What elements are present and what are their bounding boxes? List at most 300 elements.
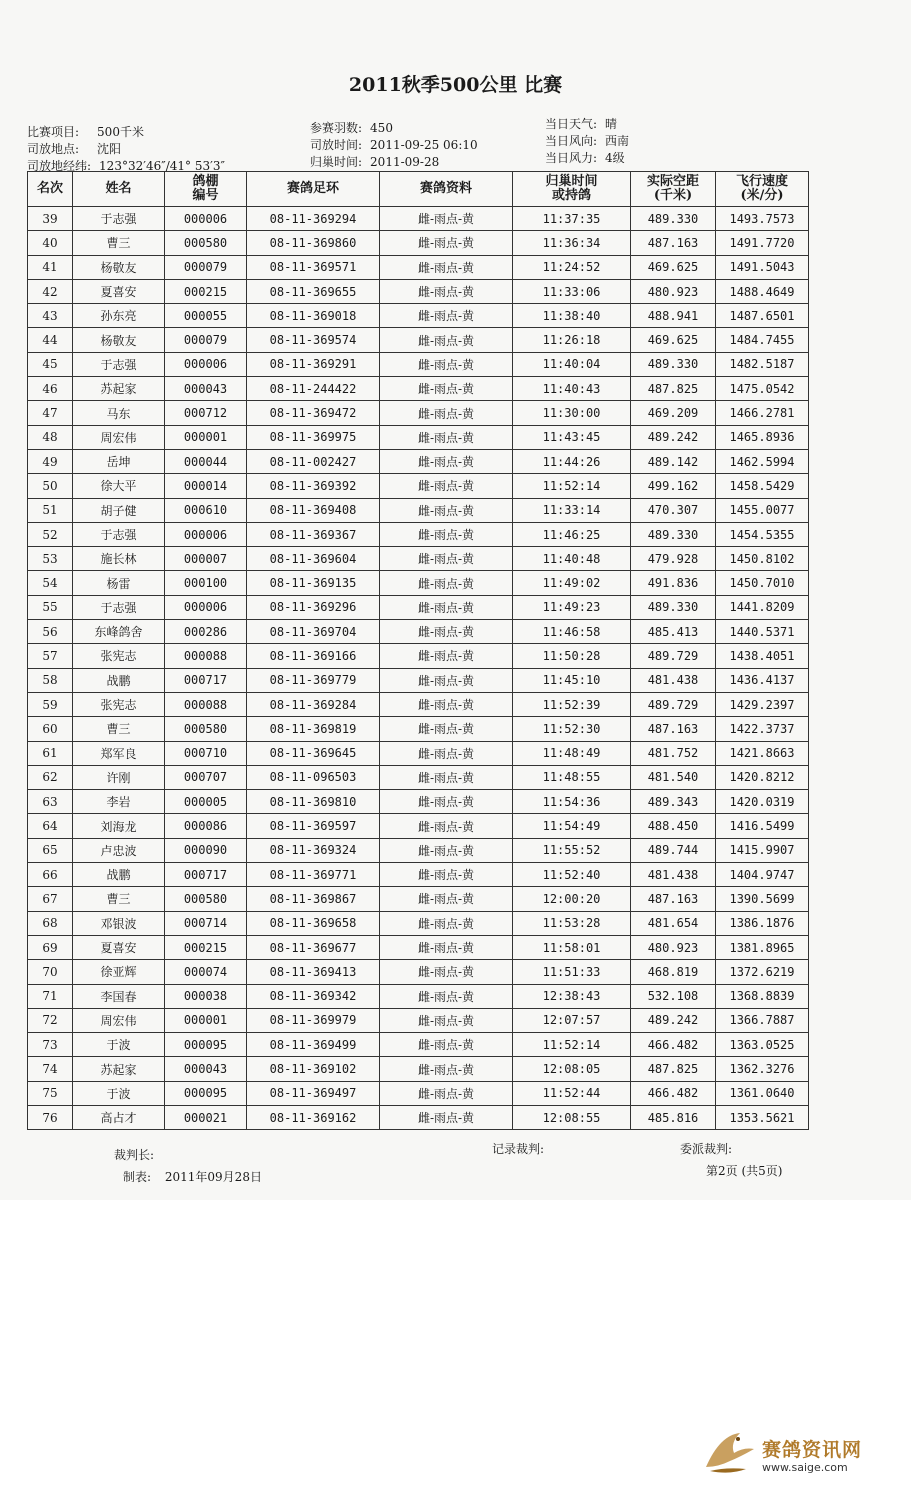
cell-pigeon-info: 雌-雨点-黄 (380, 595, 513, 619)
cell-loft-no: 000707 (165, 765, 247, 789)
cell-return-time: 11:45:10 (513, 668, 631, 692)
cell-loft-no: 000090 (165, 838, 247, 862)
table-row (28, 620, 809, 644)
cell-name: 东峰鸽舍 (73, 620, 165, 644)
col-header-name: 姓名 (73, 172, 165, 207)
info-value: 4级 (605, 151, 625, 165)
cell-rank: 72 (28, 1008, 73, 1032)
cell-return-time: 11:49:02 (513, 571, 631, 595)
cell-loft-no: 000005 (165, 790, 247, 814)
table-row (28, 1105, 809, 1129)
cell-ring: 08-11-369408 (247, 498, 380, 522)
cell-distance: 480.923 (631, 279, 716, 303)
cell-distance: 489.343 (631, 790, 716, 814)
cell-name: 周宏伟 (73, 1008, 165, 1032)
cell-rank: 45 (28, 352, 73, 376)
cell-speed: 1361.0640 (716, 1081, 809, 1105)
cell-ring: 08-11-369324 (247, 838, 380, 862)
cell-pigeon-info: 雌-雨点-黄 (380, 692, 513, 716)
cell-loft-no: 000580 (165, 231, 247, 255)
info-block-mid (310, 120, 478, 171)
info-value: 晴 (605, 117, 618, 131)
cell-rank: 53 (28, 547, 73, 571)
cell-name: 胡子健 (73, 498, 165, 522)
cell-rank: 57 (28, 644, 73, 668)
made-by-line (123, 1168, 262, 1185)
cell-speed: 1366.7887 (716, 1008, 809, 1032)
info-label: 归巢时间: (310, 155, 363, 169)
cell-distance: 487.163 (631, 887, 716, 911)
info-block-left (27, 124, 225, 175)
cell-name: 苏起家 (73, 377, 165, 401)
cell-return-time: 11:26:18 (513, 328, 631, 352)
cell-loft-no: 000006 (165, 352, 247, 376)
cell-return-time: 11:54:36 (513, 790, 631, 814)
cell-distance: 487.825 (631, 377, 716, 401)
col-header-speed: 飞行速度 (米/分) (716, 172, 809, 207)
cell-ring: 08-11-369499 (247, 1033, 380, 1057)
cell-return-time: 11:52:40 (513, 863, 631, 887)
cell-speed: 1438.4051 (716, 644, 809, 668)
cell-distance: 485.413 (631, 620, 716, 644)
cell-return-time: 11:38:40 (513, 304, 631, 328)
table-row (28, 790, 809, 814)
appointed-judge-label: 委派裁判: (680, 1142, 733, 1156)
cell-ring: 08-11-369296 (247, 595, 380, 619)
cell-speed: 1482.5187 (716, 352, 809, 376)
table-row (28, 449, 809, 473)
cell-speed: 1488.4649 (716, 279, 809, 303)
cell-speed: 1368.8839 (716, 984, 809, 1008)
cell-return-time: 11:40:04 (513, 352, 631, 376)
table-header-row (28, 172, 809, 207)
table-row (28, 328, 809, 352)
cell-return-time: 11:48:49 (513, 741, 631, 765)
cell-distance: 469.209 (631, 401, 716, 425)
cell-distance: 481.752 (631, 741, 716, 765)
cell-loft-no: 000088 (165, 644, 247, 668)
info-entries (310, 120, 478, 137)
cell-loft-no: 000286 (165, 620, 247, 644)
cell-distance: 487.163 (631, 231, 716, 255)
cell-distance: 489.242 (631, 1008, 716, 1032)
page-title: 2011秋季500公里 比赛 (348, 74, 563, 96)
info-label: 当日天气: (545, 117, 598, 131)
cell-name: 刘海龙 (73, 814, 165, 838)
cell-name: 高占才 (73, 1105, 165, 1129)
info-release-place (27, 141, 225, 158)
table-row (28, 1057, 809, 1081)
cell-name: 曹三 (73, 717, 165, 741)
cell-loft-no: 000006 (165, 207, 247, 231)
cell-distance: 489.242 (631, 425, 716, 449)
info-wind-direction (545, 133, 629, 150)
cell-distance: 489.330 (631, 595, 716, 619)
cell-return-time: 11:52:39 (513, 692, 631, 716)
cell-pigeon-info: 雌-雨点-黄 (380, 984, 513, 1008)
cell-name: 李国春 (73, 984, 165, 1008)
cell-speed: 1404.9747 (716, 863, 809, 887)
cell-rank: 40 (28, 231, 73, 255)
cell-rank: 50 (28, 474, 73, 498)
cell-speed: 1475.0542 (716, 377, 809, 401)
table-row (28, 668, 809, 692)
cell-distance: 487.825 (631, 1057, 716, 1081)
cell-loft-no: 000717 (165, 668, 247, 692)
cell-distance: 489.729 (631, 692, 716, 716)
table-row (28, 911, 809, 935)
cell-name: 夏喜安 (73, 279, 165, 303)
cell-ring: 08-11-369779 (247, 668, 380, 692)
cell-return-time: 11:51:33 (513, 960, 631, 984)
cell-loft-no: 000710 (165, 741, 247, 765)
cell-rank: 74 (28, 1057, 73, 1081)
cell-distance: 489.330 (631, 352, 716, 376)
cell-ring: 08-11-369810 (247, 790, 380, 814)
col-header-rank: 名次 (28, 172, 73, 207)
cell-pigeon-info: 雌-雨点-黄 (380, 790, 513, 814)
cell-name: 曹三 (73, 887, 165, 911)
site-watermark (700, 1423, 880, 1483)
cell-ring: 08-11-369571 (247, 255, 380, 279)
cell-distance: 481.540 (631, 765, 716, 789)
cell-distance: 489.142 (631, 449, 716, 473)
cell-speed: 1362.3276 (716, 1057, 809, 1081)
cell-pigeon-info: 雌-雨点-黄 (380, 547, 513, 571)
cell-distance: 469.625 (631, 255, 716, 279)
cell-ring: 08-11-369294 (247, 207, 380, 231)
cell-return-time: 11:43:45 (513, 425, 631, 449)
cell-pigeon-info: 雌-雨点-黄 (380, 571, 513, 595)
info-value: 450 (370, 121, 393, 135)
cell-speed: 1487.6501 (716, 304, 809, 328)
cell-pigeon-info: 雌-雨点-黄 (380, 255, 513, 279)
watermark-site-name: 赛鸽资讯网 (762, 1439, 863, 1461)
cell-ring: 08-11-369604 (247, 547, 380, 571)
cell-pigeon-info: 雌-雨点-黄 (380, 911, 513, 935)
table-row (28, 1008, 809, 1032)
cell-pigeon-info: 雌-雨点-黄 (380, 1081, 513, 1105)
cell-rank: 47 (28, 401, 73, 425)
cell-loft-no: 000001 (165, 1008, 247, 1032)
table-row (28, 352, 809, 376)
cell-return-time: 11:37:35 (513, 207, 631, 231)
cell-distance: 499.162 (631, 474, 716, 498)
info-label: 参赛羽数: (310, 121, 363, 135)
cell-return-time: 11:36:34 (513, 231, 631, 255)
cell-name: 马东 (73, 401, 165, 425)
table-row (28, 838, 809, 862)
cell-name: 周宏伟 (73, 425, 165, 449)
cell-loft-no: 000038 (165, 984, 247, 1008)
cell-name: 徐大平 (73, 474, 165, 498)
cell-return-time: 11:30:00 (513, 401, 631, 425)
table-row (28, 425, 809, 449)
cell-ring: 08-11-369704 (247, 620, 380, 644)
cell-return-time: 11:49:23 (513, 595, 631, 619)
table-row (28, 595, 809, 619)
cell-ring: 08-11-369472 (247, 401, 380, 425)
cell-speed: 1381.8965 (716, 935, 809, 959)
info-value: 沈阳 (97, 142, 122, 156)
cell-speed: 1420.8212 (716, 765, 809, 789)
cell-return-time: 11:54:49 (513, 814, 631, 838)
made-date: 2011年09月28日 (164, 1170, 262, 1184)
table-row (28, 304, 809, 328)
cell-pigeon-info: 雌-雨点-黄 (380, 207, 513, 231)
cell-rank: 43 (28, 304, 73, 328)
info-value: 2011-09-25 06:10 (370, 138, 478, 152)
cell-rank: 39 (28, 207, 73, 231)
cell-distance: 469.625 (631, 328, 716, 352)
cell-pigeon-info: 雌-雨点-黄 (380, 449, 513, 473)
cell-return-time: 12:38:43 (513, 984, 631, 1008)
table-row (28, 522, 809, 546)
cell-speed: 1390.5699 (716, 887, 809, 911)
cell-ring: 08-11-244422 (247, 377, 380, 401)
cell-pigeon-info: 雌-雨点-黄 (380, 814, 513, 838)
cell-rank: 75 (28, 1081, 73, 1105)
cell-return-time: 11:48:55 (513, 765, 631, 789)
cell-loft-no: 000043 (165, 377, 247, 401)
cell-name: 曹三 (73, 231, 165, 255)
cell-pigeon-info: 雌-雨点-黄 (380, 401, 513, 425)
cell-rank: 52 (28, 522, 73, 546)
cell-loft-no: 000215 (165, 935, 247, 959)
cell-rank: 46 (28, 377, 73, 401)
cell-ring: 08-11-369597 (247, 814, 380, 838)
info-label: 当日风力: (545, 151, 598, 165)
cell-ring: 08-11-096503 (247, 765, 380, 789)
cell-return-time: 11:40:43 (513, 377, 631, 401)
info-value: 2011-09-28 (370, 155, 440, 169)
cell-rank: 76 (28, 1105, 73, 1129)
cell-ring: 08-11-369342 (247, 984, 380, 1008)
cell-speed: 1372.6219 (716, 960, 809, 984)
cell-ring: 08-11-369497 (247, 1081, 380, 1105)
cell-distance: 485.816 (631, 1105, 716, 1129)
table-row (28, 935, 809, 959)
cell-pigeon-info: 雌-雨点-黄 (380, 1033, 513, 1057)
cell-loft-no: 000095 (165, 1033, 247, 1057)
cell-name: 于志强 (73, 352, 165, 376)
cell-ring: 08-11-369291 (247, 352, 380, 376)
cell-distance: 532.108 (631, 984, 716, 1008)
cell-loft-no: 000055 (165, 304, 247, 328)
cell-name: 卢忠波 (73, 838, 165, 862)
made-label: 制表: (123, 1170, 152, 1184)
cell-name: 李岩 (73, 790, 165, 814)
table-row (28, 741, 809, 765)
cell-name: 张宪志 (73, 644, 165, 668)
cell-speed: 1458.5429 (716, 474, 809, 498)
cell-speed: 1386.1876 (716, 911, 809, 935)
cell-distance: 489.330 (631, 522, 716, 546)
cell-pigeon-info: 雌-雨点-黄 (380, 887, 513, 911)
cell-distance: 491.836 (631, 571, 716, 595)
col-header-loft-no: 鸽棚 编号 (165, 172, 247, 207)
cell-distance: 480.923 (631, 935, 716, 959)
cell-name: 苏起家 (73, 1057, 165, 1081)
cell-pigeon-info: 雌-雨点-黄 (380, 838, 513, 862)
table-row (28, 814, 809, 838)
cell-ring: 08-11-369867 (247, 887, 380, 911)
cell-loft-no: 000043 (165, 1057, 247, 1081)
cell-return-time: 11:40:48 (513, 547, 631, 571)
table-row (28, 547, 809, 571)
cell-loft-no: 000088 (165, 692, 247, 716)
cell-loft-no: 000717 (165, 863, 247, 887)
cell-pigeon-info: 雌-雨点-黄 (380, 1105, 513, 1129)
cell-name: 徐亚辉 (73, 960, 165, 984)
cell-loft-no: 000021 (165, 1105, 247, 1129)
cell-speed: 1441.8209 (716, 595, 809, 619)
cell-name: 夏喜安 (73, 935, 165, 959)
cell-name: 杨雷 (73, 571, 165, 595)
info-release-time (310, 137, 478, 154)
cell-name: 许刚 (73, 765, 165, 789)
table-row (28, 255, 809, 279)
info-value: 500千米 (97, 125, 144, 139)
cell-name: 邓银波 (73, 911, 165, 935)
cell-return-time: 11:55:52 (513, 838, 631, 862)
cell-rank: 56 (28, 620, 73, 644)
cell-name: 张宪志 (73, 692, 165, 716)
cell-pigeon-info: 雌-雨点-黄 (380, 668, 513, 692)
cell-speed: 1415.9907 (716, 838, 809, 862)
cell-return-time: 12:00:20 (513, 887, 631, 911)
page-number: 第2页 (共5页) (706, 1164, 783, 1178)
cell-loft-no: 000215 (165, 279, 247, 303)
cell-ring: 08-11-002427 (247, 449, 380, 473)
cell-return-time: 11:52:14 (513, 474, 631, 498)
col-header-return-time: 归巢时间 或持鸽 (513, 172, 631, 207)
cell-return-time: 11:58:01 (513, 935, 631, 959)
cell-ring: 08-11-369413 (247, 960, 380, 984)
info-weather (545, 116, 629, 133)
cell-loft-no: 000610 (165, 498, 247, 522)
cell-speed: 1450.7010 (716, 571, 809, 595)
cell-pigeon-info: 雌-雨点-黄 (380, 352, 513, 376)
cell-distance: 481.438 (631, 668, 716, 692)
table-row (28, 692, 809, 716)
cell-distance: 468.819 (631, 960, 716, 984)
info-label: 比赛项目: (27, 125, 80, 139)
cell-name: 施长林 (73, 547, 165, 571)
cell-rank: 54 (28, 571, 73, 595)
cell-ring: 08-11-369392 (247, 474, 380, 498)
cell-rank: 64 (28, 814, 73, 838)
cell-loft-no: 000712 (165, 401, 247, 425)
cell-speed: 1450.8102 (716, 547, 809, 571)
table-row (28, 960, 809, 984)
cell-return-time: 12:08:55 (513, 1105, 631, 1129)
cell-speed: 1484.7455 (716, 328, 809, 352)
cell-distance: 466.482 (631, 1033, 716, 1057)
cell-pigeon-info: 雌-雨点-黄 (380, 935, 513, 959)
cell-pigeon-info: 雌-雨点-黄 (380, 498, 513, 522)
cell-return-time: 11:44:26 (513, 449, 631, 473)
cell-loft-no: 000014 (165, 474, 247, 498)
cell-loft-no: 000006 (165, 595, 247, 619)
cell-speed: 1421.8663 (716, 741, 809, 765)
cell-rank: 44 (28, 328, 73, 352)
cell-distance: 489.744 (631, 838, 716, 862)
table-row (28, 571, 809, 595)
table-row (28, 1081, 809, 1105)
cell-speed: 1465.8936 (716, 425, 809, 449)
cell-pigeon-info: 雌-雨点-黄 (380, 620, 513, 644)
pigeon-logo-icon (700, 1427, 758, 1479)
cell-rank: 61 (28, 741, 73, 765)
cell-return-time: 11:50:28 (513, 644, 631, 668)
cell-return-time: 11:46:58 (513, 620, 631, 644)
cell-return-time: 11:46:25 (513, 522, 631, 546)
cell-return-time: 11:33:14 (513, 498, 631, 522)
cell-return-time: 11:53:28 (513, 911, 631, 935)
cell-rank: 58 (28, 668, 73, 692)
cell-ring: 08-11-369975 (247, 425, 380, 449)
cell-speed: 1454.5355 (716, 522, 809, 546)
cell-return-time: 11:52:30 (513, 717, 631, 741)
info-wind-force (545, 150, 629, 167)
cell-loft-no: 000001 (165, 425, 247, 449)
cell-speed: 1491.5043 (716, 255, 809, 279)
info-label: 司放时间: (310, 138, 363, 152)
cell-name: 郑军良 (73, 741, 165, 765)
cell-distance: 479.928 (631, 547, 716, 571)
table-row (28, 377, 809, 401)
cell-rank: 42 (28, 279, 73, 303)
table-row (28, 231, 809, 255)
col-header-distance: 实际空距 (千米) (631, 172, 716, 207)
cell-return-time: 11:52:14 (513, 1033, 631, 1057)
cell-speed: 1436.4137 (716, 668, 809, 692)
cell-ring: 08-11-369162 (247, 1105, 380, 1129)
cell-pigeon-info: 雌-雨点-黄 (380, 231, 513, 255)
cell-ring: 08-11-369979 (247, 1008, 380, 1032)
cell-speed: 1462.5994 (716, 449, 809, 473)
table-row (28, 401, 809, 425)
cell-name: 战鹏 (73, 863, 165, 887)
cell-pigeon-info: 雌-雨点-黄 (380, 644, 513, 668)
cell-loft-no: 000580 (165, 717, 247, 741)
cell-distance: 489.729 (631, 644, 716, 668)
cell-speed: 1466.2781 (716, 401, 809, 425)
cell-rank: 66 (28, 863, 73, 887)
table-row (28, 984, 809, 1008)
cell-distance: 488.941 (631, 304, 716, 328)
cell-speed: 1420.0319 (716, 790, 809, 814)
info-label: 司放地点: (27, 142, 80, 156)
cell-speed: 1493.7573 (716, 207, 809, 231)
watermark-url: www.saige.com (762, 1461, 848, 1474)
cell-ring: 08-11-369677 (247, 935, 380, 959)
cell-speed: 1491.7720 (716, 231, 809, 255)
cell-name: 于波 (73, 1081, 165, 1105)
table-row (28, 279, 809, 303)
cell-pigeon-info: 雌-雨点-黄 (380, 328, 513, 352)
cell-rank: 62 (28, 765, 73, 789)
cell-distance: 481.654 (631, 911, 716, 935)
info-label: 当日风向: (545, 134, 598, 148)
cell-name: 战鹏 (73, 668, 165, 692)
cell-distance: 487.163 (631, 717, 716, 741)
col-header-pigeon-info: 赛鸽资料 (380, 172, 513, 207)
cell-loft-no: 000044 (165, 449, 247, 473)
cell-ring: 08-11-369655 (247, 279, 380, 303)
cell-speed: 1455.0077 (716, 498, 809, 522)
